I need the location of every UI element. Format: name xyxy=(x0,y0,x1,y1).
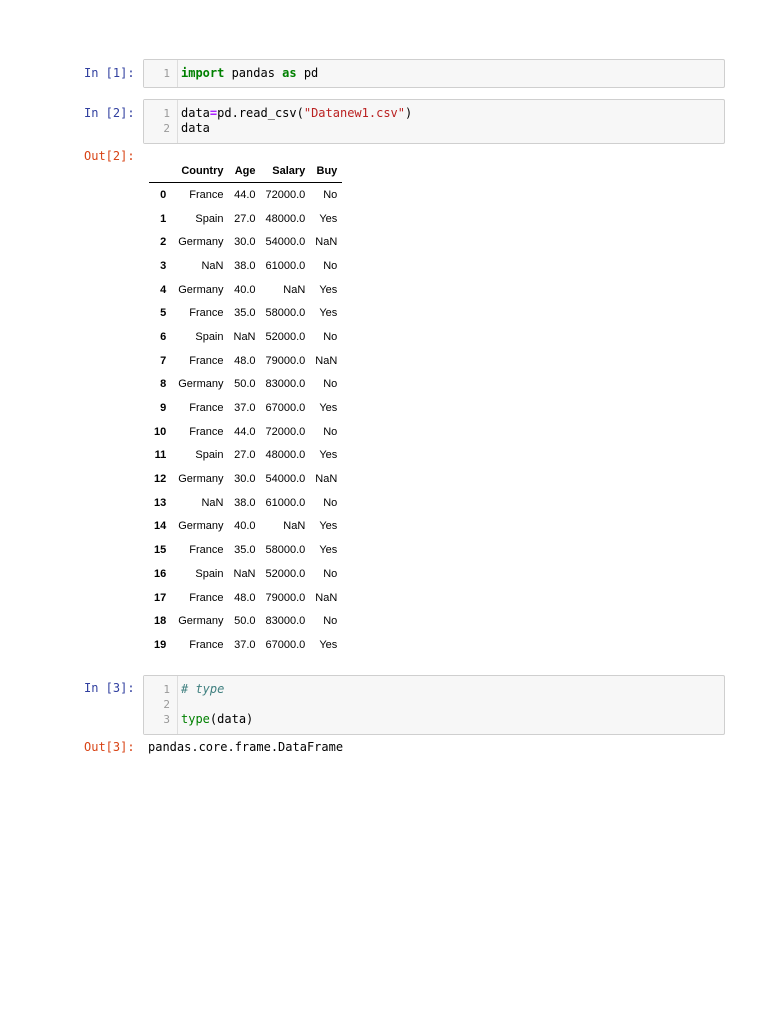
table-cell: Germany xyxy=(178,378,224,391)
table-row xyxy=(149,278,342,302)
row-index: 7 xyxy=(160,354,167,367)
code-editor[interactable] xyxy=(144,676,724,734)
output-prompt: Out[2]: xyxy=(84,149,135,163)
table-row xyxy=(149,183,342,207)
row-index: 8 xyxy=(160,378,167,391)
code-token: ) xyxy=(246,712,254,726)
column-header: Age xyxy=(229,160,261,183)
row-index: 9 xyxy=(160,402,167,415)
code-text[interactable] xyxy=(181,712,253,727)
table-cell: 27.0 xyxy=(234,449,256,462)
table-row xyxy=(149,491,342,515)
table-cell: 50.0 xyxy=(234,615,256,628)
row-index: 17 xyxy=(154,591,167,604)
table-cell: 35.0 xyxy=(234,544,256,557)
table-cell: Spain xyxy=(195,567,224,580)
table-cell: 30.0 xyxy=(234,473,256,486)
table-cell: 48000.0 xyxy=(265,212,306,225)
row-index: 16 xyxy=(154,567,167,580)
table-cell: No xyxy=(323,425,338,438)
table-row xyxy=(149,609,342,633)
row-index: 11 xyxy=(154,449,167,462)
table-cell: 83000.0 xyxy=(265,378,306,391)
table-cell: 54000.0 xyxy=(265,473,306,486)
row-index: 1 xyxy=(160,212,167,225)
table-cell: Yes xyxy=(319,307,338,320)
row-index: 18 xyxy=(154,615,167,628)
table-cell: 61000.0 xyxy=(265,259,306,272)
row-index: 14 xyxy=(154,520,167,533)
table-cell: 72000.0 xyxy=(265,188,306,201)
table-cell: Yes xyxy=(319,449,338,462)
table-row xyxy=(149,562,342,586)
table-cell: 38.0 xyxy=(234,496,256,509)
code-editor[interactable] xyxy=(144,60,724,87)
dataframe-table xyxy=(149,160,342,657)
input-prompt: In [3]: xyxy=(84,681,135,695)
input-prompt: In [2]: xyxy=(84,106,135,120)
table-cell: 58000.0 xyxy=(265,307,306,320)
row-index: 13 xyxy=(154,496,167,509)
table-cell: 44.0 xyxy=(234,188,256,201)
table-row xyxy=(149,207,342,231)
code-token: as xyxy=(282,66,297,80)
table-cell: 30.0 xyxy=(234,236,256,249)
table-row xyxy=(149,230,342,254)
row-index: 2 xyxy=(160,236,167,249)
table-row xyxy=(149,254,342,278)
table-cell: 72000.0 xyxy=(265,425,306,438)
table-cell: Germany xyxy=(178,473,224,486)
table-row xyxy=(149,325,342,349)
table-cell: No xyxy=(323,615,338,628)
table-cell: 58000.0 xyxy=(265,544,306,557)
index-header xyxy=(149,160,173,183)
table-cell: NaN xyxy=(315,473,338,486)
table-cell: Spain xyxy=(195,212,224,225)
table-cell: 48.0 xyxy=(234,591,256,604)
column-header: Buy xyxy=(310,160,342,183)
table-cell: Spain xyxy=(195,449,224,462)
table-cell: NaN xyxy=(283,283,306,296)
table-cell: France xyxy=(189,544,224,557)
table-cell: 38.0 xyxy=(234,259,256,272)
table-row xyxy=(149,515,342,539)
table-cell: France xyxy=(189,402,224,415)
table-cell: 50.0 xyxy=(234,378,256,391)
table-cell: NaN xyxy=(233,567,256,580)
table-header-row xyxy=(149,160,342,183)
row-index: 12 xyxy=(154,473,167,486)
table-cell: NaN xyxy=(315,354,338,367)
table-cell: 67000.0 xyxy=(265,402,306,415)
line-number: 3 xyxy=(163,713,170,726)
table-cell: 27.0 xyxy=(234,212,256,225)
code-text[interactable] xyxy=(181,66,318,81)
table-cell: France xyxy=(189,307,224,320)
table-body xyxy=(149,183,342,657)
code-token: = xyxy=(209,106,218,120)
table-cell: 52000.0 xyxy=(265,567,306,580)
table-cell: France xyxy=(189,638,224,651)
table-row xyxy=(149,538,342,562)
row-index: 0 xyxy=(160,188,167,201)
code-cell[interactable] xyxy=(143,99,725,144)
table-cell: Yes xyxy=(319,544,338,557)
table-cell: NaN xyxy=(315,236,338,249)
output-prompt: Out[3]: xyxy=(84,740,135,754)
table-cell: NaN xyxy=(315,591,338,604)
table-cell: Yes xyxy=(319,212,338,225)
table-cell: 52000.0 xyxy=(265,330,306,343)
output-text: pandas.core.frame.DataFrame xyxy=(148,740,344,754)
table-cell: NaN xyxy=(201,259,224,272)
table-cell: No xyxy=(323,496,338,509)
table-cell: No xyxy=(323,188,338,201)
line-number: 2 xyxy=(163,698,170,711)
table-cell: Germany xyxy=(178,236,224,249)
row-index: 3 xyxy=(160,259,167,272)
column-header: Salary xyxy=(261,160,311,183)
table-row xyxy=(149,373,342,397)
table-cell: 48.0 xyxy=(234,354,256,367)
table-cell: NaN xyxy=(283,520,306,533)
table-row xyxy=(149,420,342,444)
table-cell: Germany xyxy=(178,615,224,628)
table-cell: No xyxy=(323,259,338,272)
code-token: import xyxy=(181,66,225,80)
row-index: 4 xyxy=(160,283,167,296)
table-cell: 37.0 xyxy=(234,638,256,651)
table-cell: Yes xyxy=(319,520,338,533)
line-number: 2 xyxy=(163,122,170,135)
table-row xyxy=(149,444,342,468)
table-cell: 61000.0 xyxy=(265,496,306,509)
code-token: ( xyxy=(209,712,218,726)
row-index: 6 xyxy=(160,330,167,343)
table-cell: France xyxy=(189,188,224,201)
code-text[interactable] xyxy=(181,682,224,697)
table-cell: Yes xyxy=(319,638,338,651)
table-cell: Germany xyxy=(178,520,224,533)
row-index: 10 xyxy=(154,425,167,438)
code-token: data xyxy=(181,121,210,135)
table-cell: No xyxy=(323,567,338,580)
table-cell: 40.0 xyxy=(234,283,256,296)
table-row xyxy=(149,633,342,657)
table-cell: France xyxy=(189,591,224,604)
line-number: 1 xyxy=(163,67,170,80)
table-cell: 35.0 xyxy=(234,307,256,320)
table-row xyxy=(149,301,342,325)
row-index: 5 xyxy=(160,307,167,320)
line-number: 1 xyxy=(163,683,170,696)
table-cell: 54000.0 xyxy=(265,236,306,249)
code-token: ) xyxy=(405,106,413,120)
table-cell: Yes xyxy=(319,402,338,415)
row-index: 15 xyxy=(154,544,167,557)
code-token: pandas xyxy=(224,66,283,80)
table-cell: Yes xyxy=(319,283,338,296)
code-token: # type xyxy=(181,682,225,696)
code-token: pd xyxy=(296,66,319,80)
table-cell: Spain xyxy=(195,330,224,343)
code-text[interactable] xyxy=(181,106,412,121)
code-editor[interactable] xyxy=(144,100,724,143)
table-cell: Germany xyxy=(178,283,224,296)
code-cell[interactable] xyxy=(143,675,725,735)
table-cell: 44.0 xyxy=(234,425,256,438)
table-cell: 48000.0 xyxy=(265,449,306,462)
table-cell: France xyxy=(189,425,224,438)
table-cell: 40.0 xyxy=(234,520,256,533)
code-token: data xyxy=(181,106,210,120)
row-index: 19 xyxy=(154,638,167,651)
code-token: "Datanew1.csv" xyxy=(303,106,405,120)
table-cell: NaN xyxy=(233,330,256,343)
code-token: type xyxy=(181,712,210,726)
code-token: data xyxy=(217,712,247,726)
line-number: 1 xyxy=(163,107,170,120)
table-cell: 83000.0 xyxy=(265,615,306,628)
code-text[interactable] xyxy=(181,121,210,136)
table-cell: 79000.0 xyxy=(265,354,306,367)
code-cell[interactable] xyxy=(143,59,725,88)
table-row xyxy=(149,349,342,373)
table-row xyxy=(149,467,342,491)
table-cell: No xyxy=(323,378,338,391)
table-cell: 79000.0 xyxy=(265,591,306,604)
table-cell: 67000.0 xyxy=(265,638,306,651)
table-row xyxy=(149,396,342,420)
table-cell: No xyxy=(323,330,338,343)
column-header: Country xyxy=(173,160,228,183)
input-prompt: In [1]: xyxy=(84,66,135,80)
code-token: pd.read_csv( xyxy=(217,106,304,120)
table-cell: NaN xyxy=(201,496,224,509)
table-cell: France xyxy=(189,354,224,367)
table-row xyxy=(149,586,342,610)
table-cell: 37.0 xyxy=(234,402,256,415)
